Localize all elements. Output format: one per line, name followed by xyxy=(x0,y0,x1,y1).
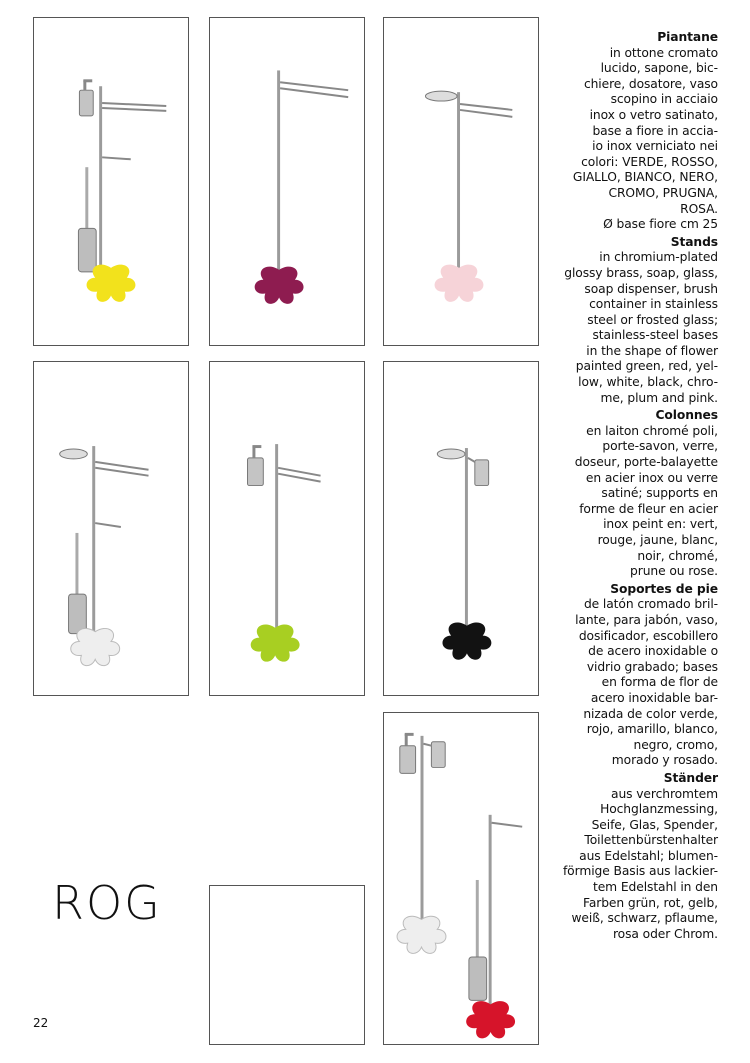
brand-title: ROG xyxy=(52,876,162,930)
product-frame-pink xyxy=(383,17,539,346)
flower-base xyxy=(71,628,120,665)
flower-base xyxy=(442,623,491,660)
section-heading-french: Colonnes xyxy=(655,408,718,423)
page-number: 22 xyxy=(33,1016,49,1030)
section-body-german: aus verchromtem Hochglanzmessing, Seife, Glas, Spender, Toilettenbürstenhalter aus Edelstahl; blumen- förmige Basis aus lackier- tem Edelstahl in den Farben grün, rot, gelb, weiß, schwarz, pflaume, rosa oder Chrom. xyxy=(562,786,718,941)
stand-black-soapdish-glass-image xyxy=(384,362,538,695)
stand-plum-towel-image xyxy=(210,18,364,345)
product-frame-pair xyxy=(383,712,539,1045)
flower-base xyxy=(435,265,484,302)
section-body-spanish: de latón cromado bril- lante, para jabón, vaso, dosificador, escobillero de acero inoxidable o vidrio grabado; bases en forma de flor de acero inoxidable bar- nizada de color verde, rojo, amarillo, blanco, negro, cromo, morado y rosado. xyxy=(575,597,718,768)
section-body-english: in chromium-plated glossy brass, soap, glass, soap dispenser, brush container in stainless steel or frosted glass; stainless-steel bases in the shape of flower painted green, red, yel- low, white, black, chro- me, plum and pink. xyxy=(564,250,718,405)
product-frame-plum xyxy=(209,17,365,346)
stand-chrome-soapdish-brush-image xyxy=(34,362,188,695)
section-heading-german: Ständer xyxy=(663,770,718,785)
product-frame-empty xyxy=(209,885,365,1045)
product-frame-lime xyxy=(209,361,365,696)
section-heading-italian: Piantane xyxy=(657,30,718,44)
flower-base xyxy=(251,624,300,661)
stand-yellow-dispenser-brush-image xyxy=(34,18,188,345)
product-frame-yellow xyxy=(33,17,189,346)
flower-base xyxy=(255,267,304,304)
stands-white-and-red-pair-image xyxy=(384,713,538,1044)
flower-base-red xyxy=(466,1001,515,1038)
section-body-italian: in ottone cromato lucido, sapone, bic- chiere, dosatore, vaso scopino in acciaio inox o vetro satinato, base a fiore in accia- io inox verniciato nei colori: VERDE, ROSSO, GIALLO, BIANCO, NERO, CROMO, PRUGNA, ROSA. Ø base fiore cm 25 xyxy=(572,45,718,232)
flower-base-white xyxy=(397,916,446,953)
flower-base xyxy=(87,265,136,302)
section-body-french: en laiton chromé poli, porte-savon, verre, doseur, porte-balayette en acier inox ou verre satiné; supports en forme de fleur en acier inox peint en: vert, rouge, jaune, blanc, noir, chromé, prune ou rose. xyxy=(574,423,718,579)
product-frame-chrome xyxy=(33,361,189,696)
section-heading-english: Stands xyxy=(670,234,718,249)
description-column xyxy=(548,30,718,944)
section-heading-spanish: Soportes de pie xyxy=(610,581,718,596)
product-frame-black xyxy=(383,361,539,696)
stand-lime-dispenser-towel-image xyxy=(210,362,364,695)
stand-pink-soapdish-towel-image xyxy=(384,18,538,345)
